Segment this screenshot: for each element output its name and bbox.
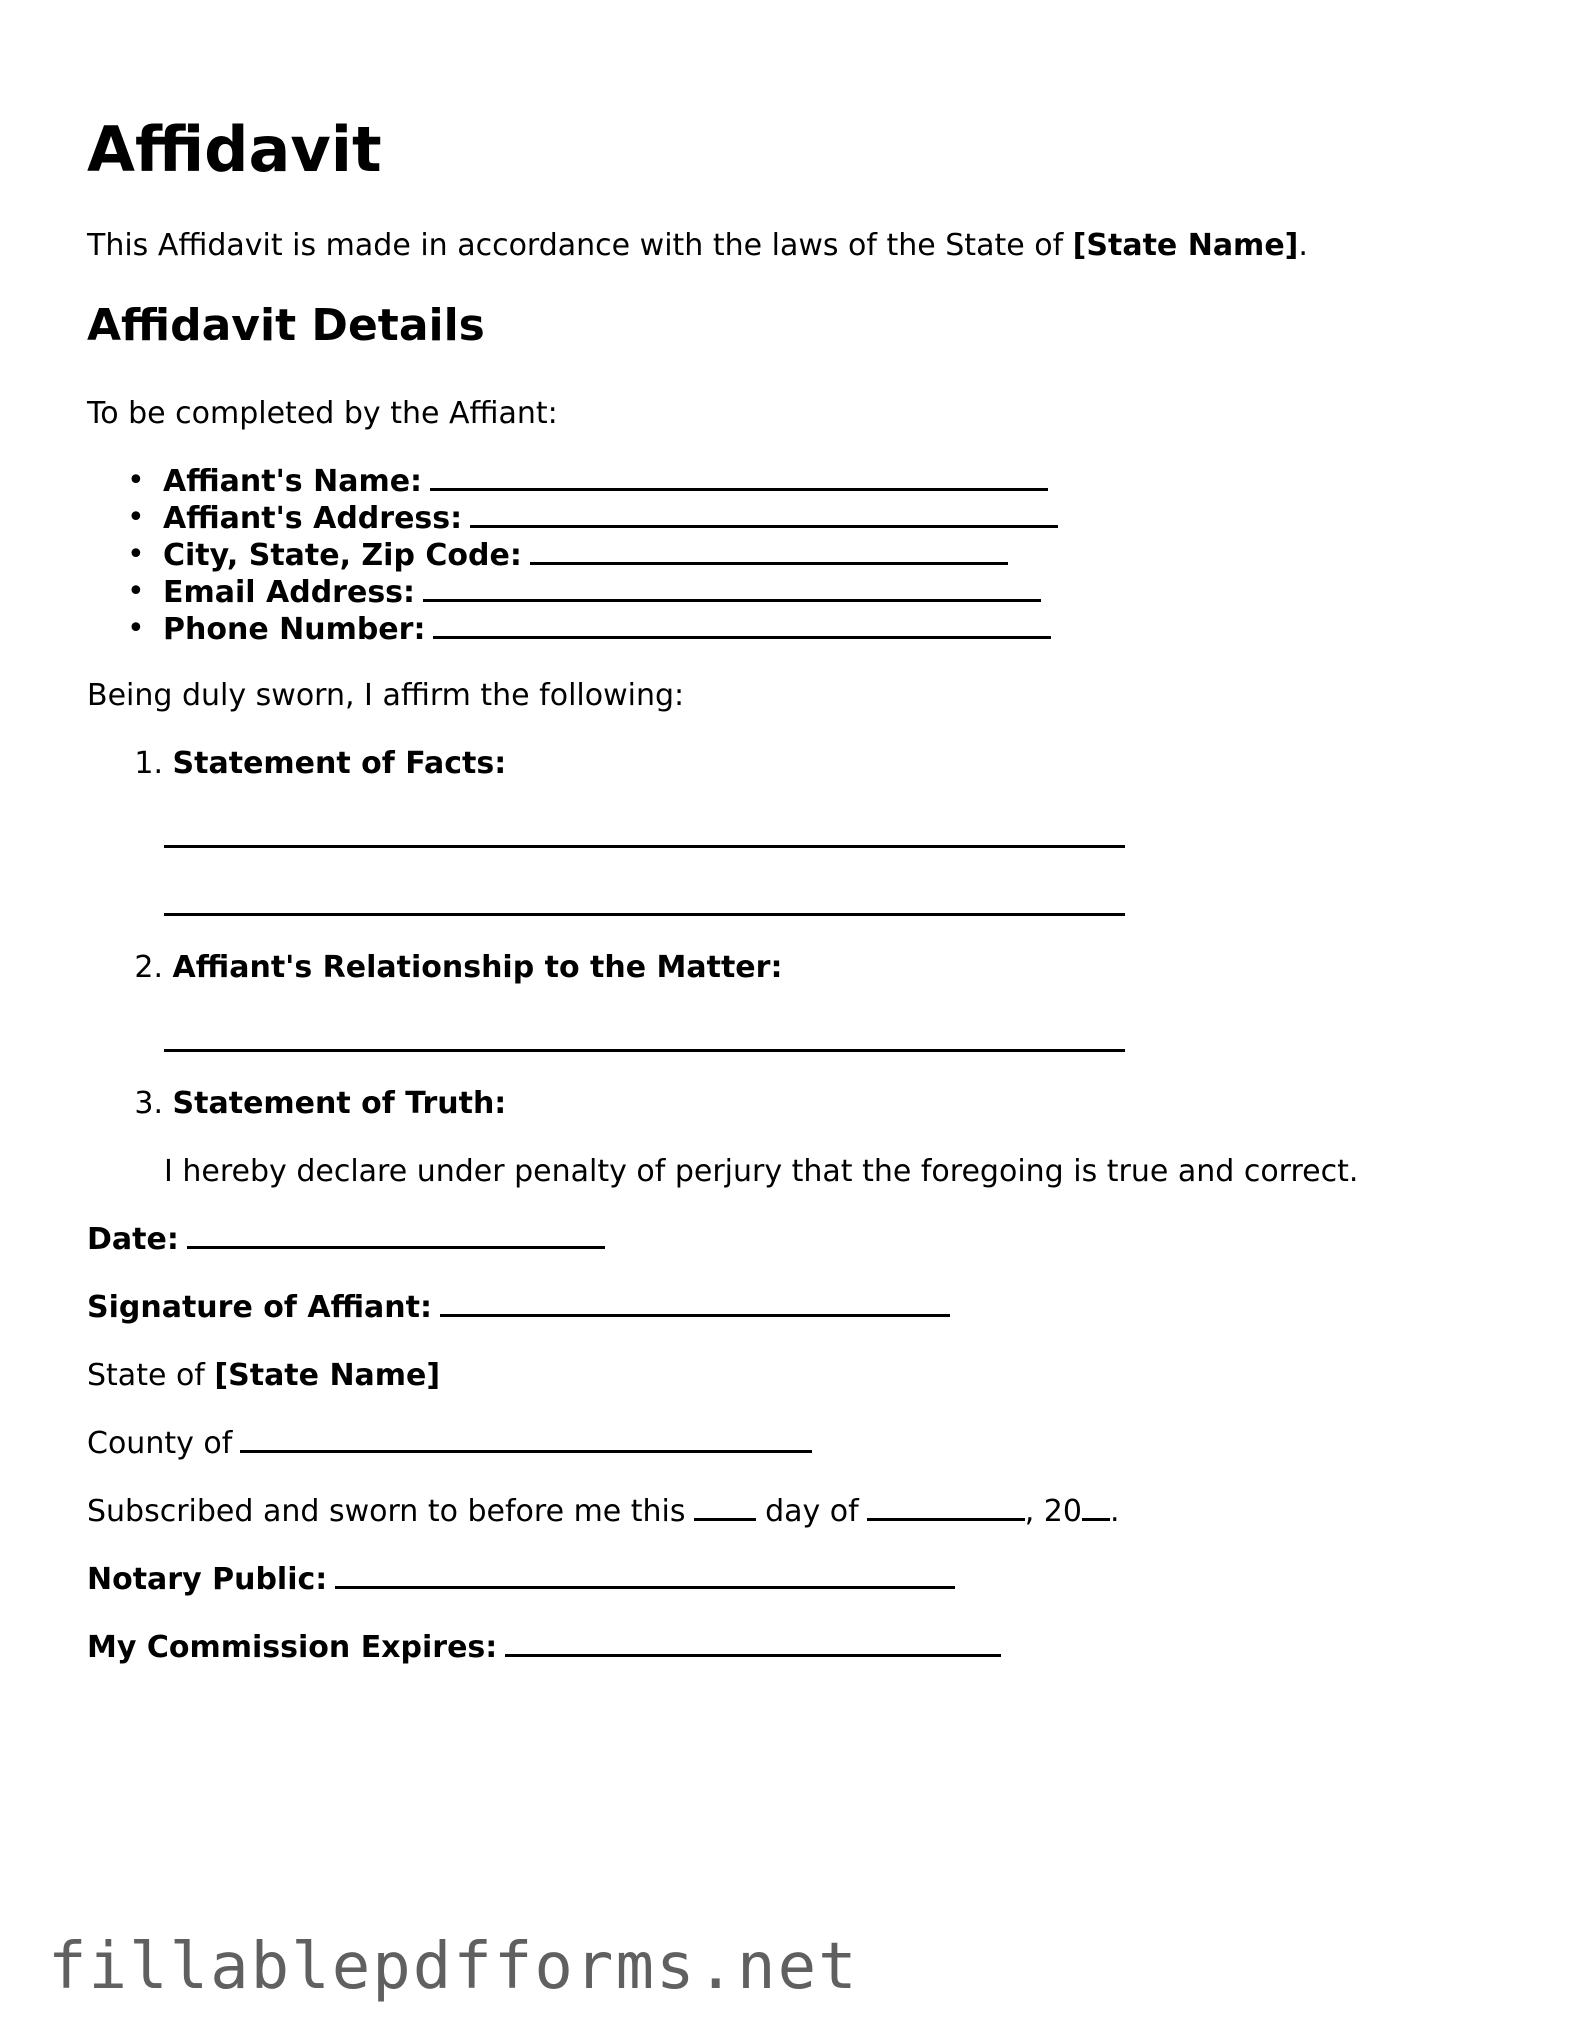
details-heading: Affidavit Details <box>87 300 485 351</box>
state-name: [State Name] <box>214 1358 441 1393</box>
phone-number-field <box>87 610 1058 647</box>
field-label: Phone Number: <box>163 612 426 647</box>
completed-by-text: To be completed by the Affiant: <box>87 396 558 431</box>
signature-label: Signature of Affiant: <box>87 1290 432 1325</box>
date-blank[interactable] <box>187 1220 605 1249</box>
field-label: City, State, Zip Code: <box>163 538 522 573</box>
affiant-name-field <box>87 462 1058 499</box>
item-statement-of-facts <box>87 744 506 784</box>
page-title: Affidavit <box>87 113 382 186</box>
email-address-field <box>87 573 1058 610</box>
intro-text: This Affidavit is made in accordance with the laws of the State of <box>87 228 1073 263</box>
affiant-address-blank[interactable] <box>470 499 1058 528</box>
bullet-icon: • <box>127 537 145 572</box>
item-relationship-to-matter <box>87 948 782 988</box>
county-row <box>87 1424 812 1464</box>
month-blank[interactable] <box>867 1492 1025 1521</box>
subscribed-row <box>87 1492 1120 1532</box>
bullet-icon: • <box>127 574 145 609</box>
intro-paragraph <box>87 226 1308 266</box>
item-number: 2. <box>134 950 163 985</box>
affiant-name-blank[interactable] <box>430 462 1048 491</box>
item-label: Statement of Truth: <box>172 1086 507 1121</box>
field-label: Affiant's Address: <box>163 501 463 536</box>
subscribed-text: Subscribed and sworn to before me this <box>87 1494 686 1529</box>
truth-statement: I hereby declare under penalty of perjury that the foregoing is true and correct. <box>164 1154 1359 1189</box>
county-blank[interactable] <box>240 1424 812 1453</box>
day-blank[interactable] <box>694 1492 756 1521</box>
day-of-text: day of <box>765 1494 859 1529</box>
item-statement-of-truth <box>87 1084 506 1124</box>
intro-state-name: [State Name] <box>1072 228 1299 263</box>
commission-label: My Commission Expires: <box>87 1630 498 1665</box>
relationship-line[interactable] <box>164 1049 1125 1052</box>
notary-label: Notary Public: <box>87 1562 328 1597</box>
city-state-zip-field <box>87 536 1058 573</box>
email-address-blank[interactable] <box>423 573 1041 602</box>
date-label: Date: <box>87 1222 179 1257</box>
signature-row <box>87 1288 950 1328</box>
bullet-icon: • <box>127 611 145 646</box>
item-label: Affiant's Relationship to the Matter: <box>172 950 783 985</box>
bullet-icon: • <box>127 463 145 498</box>
field-label: Email Address: <box>163 575 416 610</box>
state-row <box>87 1356 440 1396</box>
phone-number-blank[interactable] <box>433 610 1051 639</box>
county-label: County of <box>87 1426 233 1461</box>
signature-blank[interactable] <box>440 1288 950 1317</box>
year-prefix-text: , 20 <box>1024 1494 1082 1529</box>
sworn-intro-text: Being duly sworn, I affirm the following: <box>87 678 685 713</box>
affiant-fields-list <box>87 462 1058 647</box>
bullet-icon: • <box>127 500 145 535</box>
intro-period: . <box>1298 228 1308 263</box>
field-label: Affiant's Name: <box>163 464 423 499</box>
date-row <box>87 1220 605 1260</box>
commission-blank[interactable] <box>505 1628 1001 1657</box>
city-state-zip-blank[interactable] <box>530 536 1008 565</box>
statement-of-facts-line-2[interactable] <box>164 913 1125 916</box>
notary-blank[interactable] <box>335 1560 955 1589</box>
year-blank[interactable] <box>1082 1492 1110 1521</box>
commission-row <box>87 1628 1001 1668</box>
item-number: 1. <box>134 746 163 781</box>
statement-of-facts-line-1[interactable] <box>164 845 1125 848</box>
item-number: 3. <box>134 1086 163 1121</box>
subscribed-period: . <box>1109 1494 1120 1529</box>
watermark: fillablepdfforms.net <box>48 1930 859 2004</box>
affiant-address-field <box>87 499 1058 536</box>
item-label: Statement of Facts: <box>172 746 507 781</box>
notary-row <box>87 1560 955 1600</box>
state-prefix: State of <box>87 1358 215 1393</box>
